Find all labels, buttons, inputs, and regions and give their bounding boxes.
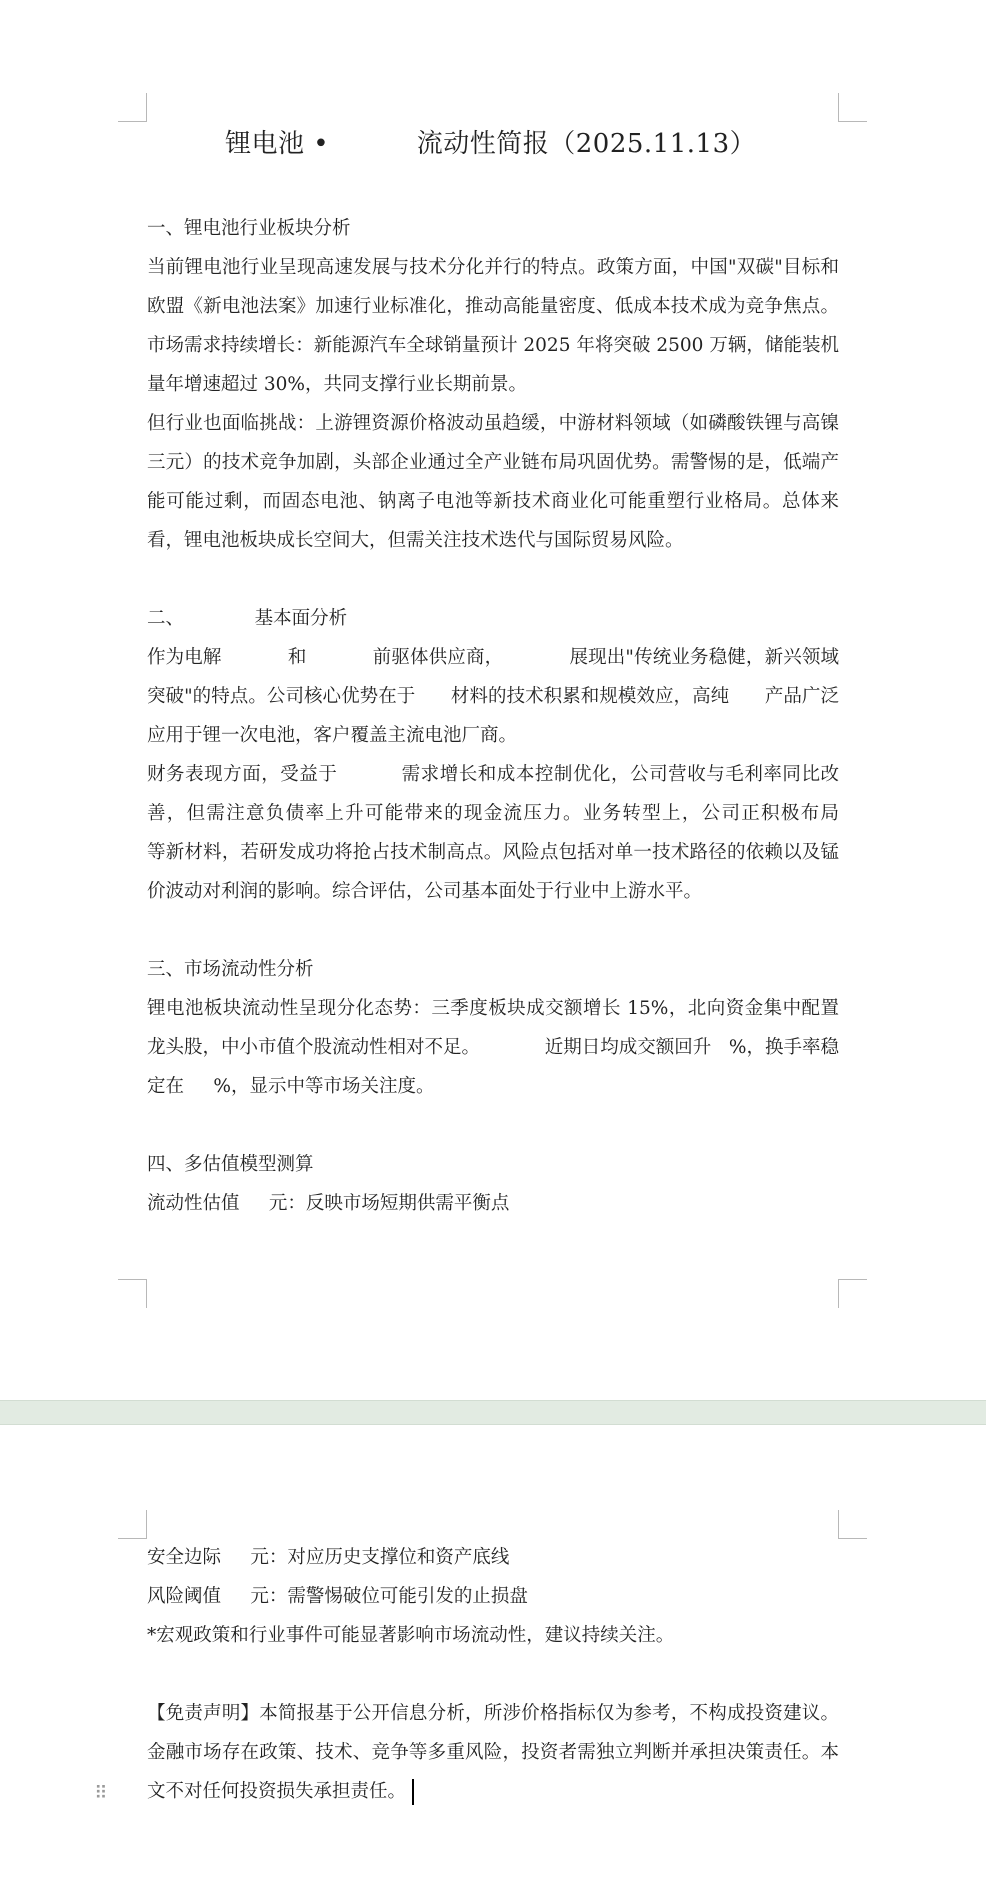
blank-line [147,911,839,950]
section-heading[interactable]: 二、 基本面分析 [147,608,348,629]
drag-handle-icon[interactable]: ⠿ [94,1783,108,1804]
section-paragraph[interactable]: 锂电池板块流动性呈现分化态势：三季度板块成交额增长 15%，北向资金集中配置龙头股，中小市值个股流动性相对不足。 近期日均成交额回升 %，换手率稳定在 %，显示中等市场关注度。 [147,998,839,1097]
blank-line [147,560,839,599]
page-corner-mark-top-right [838,93,867,122]
section-heading[interactable]: 四、多估值模型测算 [147,1154,314,1175]
page-corner-mark-top-left [118,1510,147,1539]
document-body-page-2[interactable] [147,1538,839,1811]
page-corner-mark-top-right [838,1510,867,1539]
document-body-page-1[interactable] [147,209,898,1223]
valuation-line[interactable]: 安全边际 元：对应历史支撑位和资产底线 [147,1547,510,1568]
section-paragraph[interactable]: 财务表现方面，受益于 需求增长和成本控制优化，公司营收与毛利率同比改善，但需注意负债率上升可能带来的现金流压力。业务转型上，公司正积极布局 等新材料，若研发成功将抢占技术制高点。风险点包括对单一技术路径的依赖以及锰价波动对利润的影响。综合评估，公司基本面处于行业中上游水平。 [147,764,898,902]
note-line[interactable]: *宏观政策和行业事件可能显著影响市场流动性，建议持续关注。 [147,1625,675,1646]
blank-line [147,1655,839,1694]
blank-line [147,1106,839,1145]
document-title[interactable]: 锂电池 • 流动性简报（2025.11.13） [225,129,757,159]
section-heading[interactable]: 一、锂电池行业板块分析 [147,218,351,239]
disclaimer-text: 【免责声明】本简报基于公开信息分析，所涉价格指标仅为参考，不构成投资建议。金融市场存在政策、技术、竞争等多重风险，投资者需独立判断并承担决策责任。本文不对任何投资损失承担责任。 [147,1703,839,1802]
section-paragraph[interactable]: 作为电解 和 前驱体供应商， 展现出"传统业务稳健，新兴领域突破"的特点。公司核心优势在于 材料的技术积累和规模效应，高纯 产品广泛应用于锂一次电池，客户覆盖主流电池厂商。 [147,647,839,746]
text-cursor [412,1779,414,1805]
page-corner-mark-top-left [118,93,147,122]
page-corner-mark-bottom-left [118,1279,147,1308]
section-heading[interactable]: 三、市场流动性分析 [147,959,314,980]
valuation-line[interactable]: 风险阈值 元：需警惕破位可能引发的止损盘 [147,1586,528,1607]
page-break-gap [0,1400,986,1425]
disclaimer-paragraph[interactable] [147,1694,839,1811]
page-corner-mark-bottom-right [838,1279,867,1308]
section-paragraph[interactable]: 当前锂电池行业呈现高速发展与技术分化并行的特点。政策方面，中国"双碳"目标和欧盟《新电池法案》加速行业标准化，推动高能量密度、低成本技术成为竞争焦点。市场需求持续增长：新能源汽车全球销量预计 2025 年将突破 2500 万辆，储能装机量年增速超过 30%，共同支撑行业长期前景。 [147,257,839,395]
section-paragraph[interactable]: 但行业也面临挑战：上游锂资源价格波动虽趋缓，中游材料领域（如磷酸铁锂与高镍三元）的技术竞争加剧，头部企业通过全产业链布局巩固优势。需警惕的是，低端产能可能过剩，而固态电池、钠离子电池等新技术商业化可能重塑行业格局。总体来看，锂电池板块成长空间大，但需关注技术迭代与国际贸易风险。 [147,413,839,551]
section-paragraph[interactable]: 流动性估值 元：反映市场短期供需平衡点 [147,1193,510,1214]
